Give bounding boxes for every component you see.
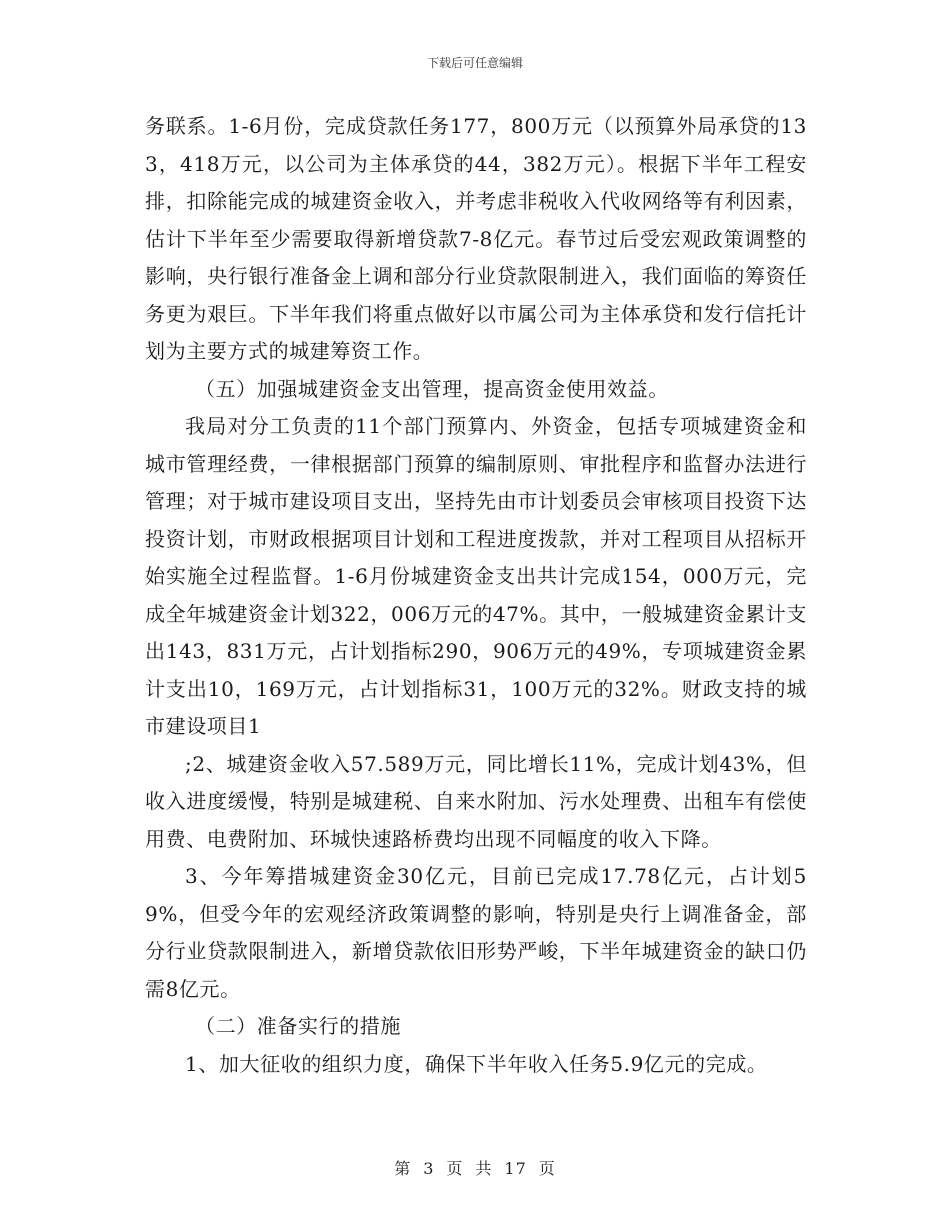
footer-prefix: 第 — [394, 1159, 412, 1178]
footer-total-pages: 17 — [504, 1159, 527, 1178]
footer-total-label: 共 — [475, 1159, 493, 1178]
paragraph-loan-tasks: 务联系。1-6月份，完成贷款任务177，800万元（以预算外局承贷的133，418万元，以公司为主体承贷的44，382万元）。根据下半年工程安排，扣除能完成的城建资金收入，并考虑非税收入代收网络等有利因素，估计下半年至少需要取得新增贷款7-8亿元。春节过后受宏观政策调整的影响，央行银行准备金上调和部分行业贷款限制进入，我们面临的筹资任务更为艰巨。下半年我们将重点做好以市属公司为主体承贷和发行信托计划为主要方式的城建筹资工作。 — [145, 114, 807, 363]
paragraph-measure-1: 1、加大征收的组织力度，确保下半年收入任务5.9亿元的完成。 — [185, 1051, 768, 1076]
footer-page-label: 页 — [446, 1159, 464, 1178]
footer-suffix: 页 — [538, 1159, 556, 1178]
footer-page-number: 3 — [423, 1159, 435, 1178]
document-body — [145, 108, 807, 1083]
paragraph-revenue-income: ;2、城建资金收入57.589万元，同比增长11%，完成计划43%，但收入进度缓慢，特别是城建税、自来水附加、污水处理费、出租车有偿使用费、电费附加、环城快速路桥费均出现不同幅度的收入下降。 — [145, 751, 807, 851]
section-heading-expenditure: （五）加强城建资金支出管理，提高资金使用效益。 — [195, 376, 669, 401]
paragraph-fundraising: 3、今年筹措城建资金30亿元，目前已完成17.78亿元，占计划59%，但受今年的宏观经济政策调整的影响，特别是央行上调准备金，部分行业贷款限制进入，新增贷款依旧形势严峻，下半年城建资金的缺口仍需8亿元。 — [145, 864, 807, 1001]
paragraph-expenditure-management: 我局对分工负责的11个部门预算内、外资金，包括专项城建资金和城市管理经费，一律根据部门预算的编制原则、审批程序和监督办法进行管理；对于城市建设项目支出，坚持先由市计划委员会审核项目投资下达投资计划，市财政根据项目计划和工程进度拨款，并对工程项目从招标开始实施全过程监督。1-6月份城建资金支出共计完成154，000万元，完成全年城建资金计划322，006万元的47%。其中，一般城建资金累计支出143，831万元，占计划指标290，906万元的49%，专项城建资金累计支出10，169万元，占计划指标31，100万元的32%。财政支持的城市建设项目1 — [145, 414, 807, 738]
page-header: 下载后可任意编辑 — [426, 56, 523, 70]
section-heading-measures: （二）准备实行的措施 — [195, 1014, 401, 1038]
page-footer — [0, 1156, 950, 1179]
